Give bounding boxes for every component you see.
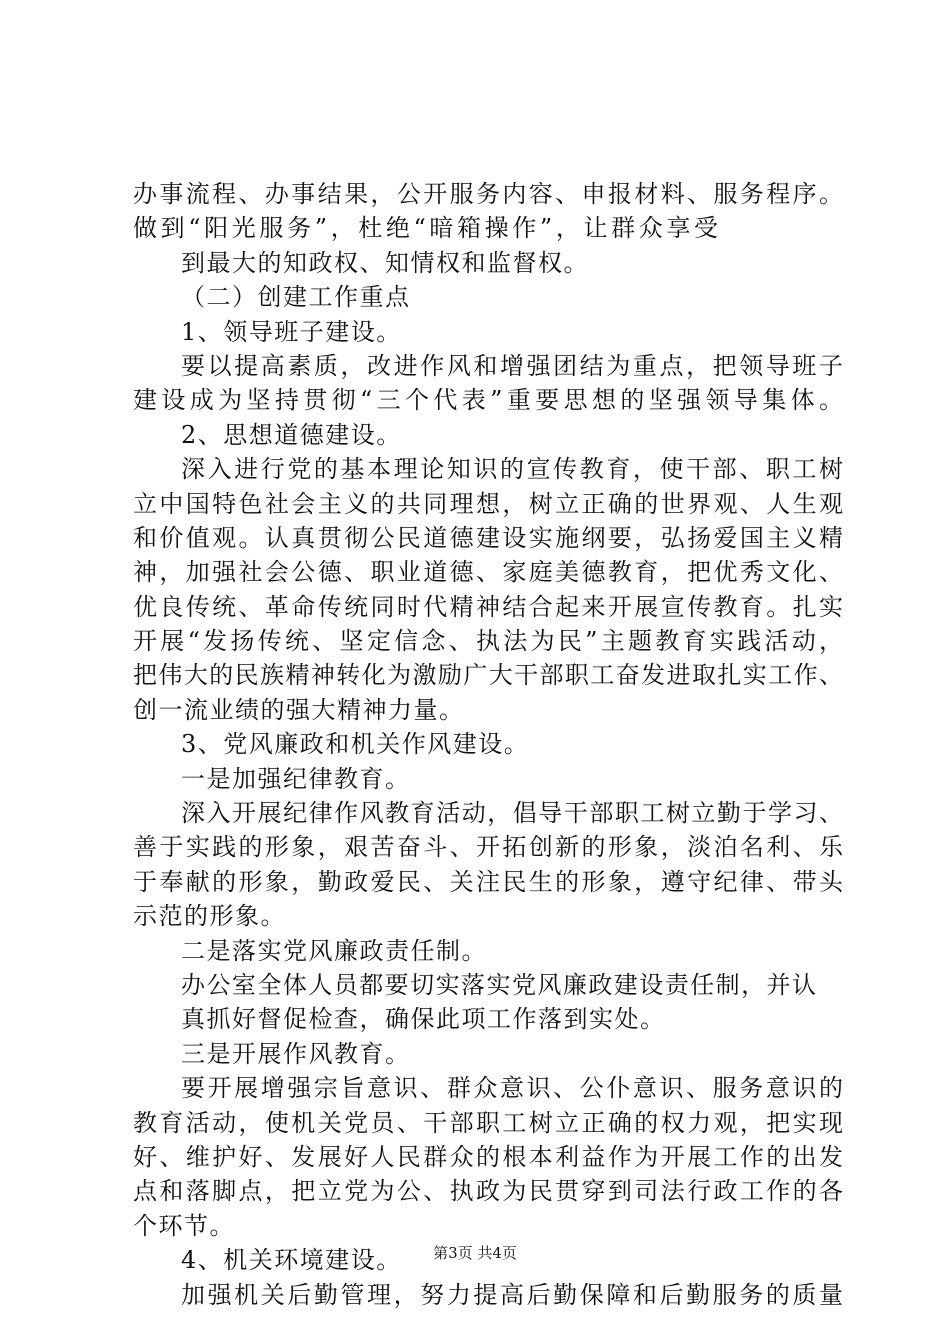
item-heading: 一是加强纪律教育。 <box>181 764 411 793</box>
text-line: 做到“阳光服务”，杜绝“暗箱操作”，让群众享受 <box>133 214 718 243</box>
text-line: 立中国特色社会主义的共同理想，树立正确的世界观、人生观 <box>133 489 843 518</box>
text-line: 开展“发扬传统、坚定信念、执法为民”主题教育实践活动， <box>133 627 843 656</box>
subsection-heading: 4、机关环境建设。 <box>181 1246 402 1275</box>
text-line: 和价值观。认真贯彻公民道德建设实施纲要，弘扬爱国主义精 <box>133 523 843 552</box>
text-line: 把伟大的民族精神转化为激励广大干部职工奋发进取扎实工作、 <box>133 661 843 690</box>
subsection-heading: 3、党风廉政和机关作风建设。 <box>181 730 530 759</box>
text-line: 善于实践的形象，艰苦奋斗、开拓创新的形象，淡泊名利、乐 <box>133 833 843 862</box>
text-line: 示范的形象。 <box>133 902 286 931</box>
text-line: 深入进行党的基本理论知识的宣传教育，使干部、职工树 <box>181 455 843 484</box>
text-line: 办公室全体人员都要切实落实党风廉政建设责任制，并认 <box>181 970 816 999</box>
text-line: 真抓好督促检查，确保此项工作落到实处。 <box>181 1005 666 1034</box>
text-line: 深入开展纪律作风教育活动，倡导干部职工树立勤于学习、 <box>181 799 843 828</box>
item-heading: 三是开展作风教育。 <box>181 1039 411 1068</box>
text-line: 于奉献的形象，勤政爱民、关注民生的形象，遵守纪律、带头 <box>133 867 843 896</box>
section-heading: （二）创建工作重点 <box>181 283 411 312</box>
text-line: 建设成为坚持贯彻“三个代表”重要思想的坚强领导集体。 <box>133 386 843 415</box>
subsection-heading: 1、领导班子建设。 <box>181 317 402 346</box>
text-line: 好、维护好、发展好人民群众的根本利益作为开展工作的出发 <box>133 1142 843 1171</box>
body-text <box>133 177 843 1312</box>
text-line: 创一流业绩的强大精神力量。 <box>133 695 465 724</box>
text-line: 要开展增强宗旨意识、群众意识、公仆意识、服务意识的 <box>181 1074 843 1103</box>
text-line: 教育活动，使机关党员、干部职工树立正确的权力观，把实现 <box>133 1108 843 1137</box>
text-line: 神，加强社会公德、职业道德、家庭美德教育，把优秀文化、 <box>133 558 843 587</box>
text-line: 到最大的知政权、知情权和监督权。 <box>181 248 589 277</box>
item-heading: 二是落实党风廉政责任制。 <box>181 936 487 965</box>
page-number-footer: 第3页 共4页 <box>433 1244 517 1262</box>
text-line: 优良传统、革命传统同时代精神结合起来开展宣传教育。扎实 <box>133 592 843 621</box>
text-line: 办事流程、办事结果，公开服务内容、申报材料、服务程序。 <box>133 180 843 208</box>
subsection-heading: 2、思想道德建设。 <box>181 420 402 449</box>
text-line: 点和落脚点，把立党为公、执政为民贯穿到司法行政工作的各 <box>133 1177 843 1206</box>
text-line: 加强机关后勤管理，努力提高后勤保障和后勤服务的质量 <box>181 1280 843 1309</box>
text-line: 个环节。 <box>133 1211 235 1240</box>
text-line: 要以提高素质，改进作风和增强团结为重点，把领导班子 <box>181 351 843 380</box>
